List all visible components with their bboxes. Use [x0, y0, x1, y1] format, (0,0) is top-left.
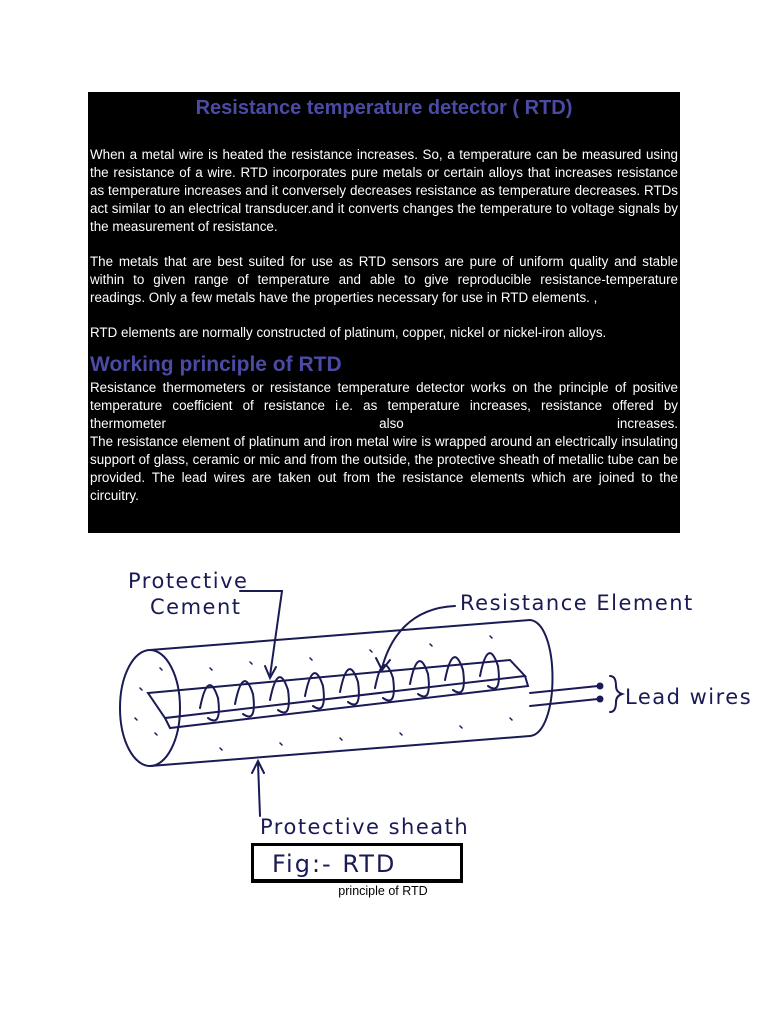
- working-paragraph-2: The resistance element of platinum and iron metal wire is wrapped around an electrically insulating support of glass, ceramic or mic and from the outside, the protective sheath of metallic tube can be provided. The lead wires are taken out from the resistance elements which are joined to the circuitry.: [90, 434, 678, 503]
- cylinder-end: [120, 650, 180, 766]
- section-heading: Working principle of RTD: [90, 353, 342, 376]
- coil: [200, 653, 499, 720]
- label-lead-wires: Lead wires: [625, 685, 753, 709]
- working-paragraph-1: Resistance thermometers or resistance temperature detector works on the principle of positive temperature coefficient of resistance i.e. as temperature increases, resistance offered by thermometer also increases.: [90, 380, 678, 431]
- intro-paragraph: When a metal wire is heated the resistance increases. So, a temperature can be measured using the resistance of a wire. RTD incorporates pure metals or certain alloys that increases resistance as temperature increases and it conversely decreases resistance as temperature decreases. RTDs act similar to an electrical transducer.and it converts changes the temperature to voltage signals by the measurement of resistance.: [90, 147, 678, 234]
- label-protective: Protective: [128, 569, 249, 593]
- metals-paragraph: The metals that are best suited for use as RTD sensors are pure of uniform quality and stable within to given range of temperature and able to give reproducible resistance-temperature readings. Only a few metals have the properties necessary for use in RTD elements. ,: [90, 254, 678, 305]
- label-resistance-element: Resistance Element: [460, 591, 694, 615]
- rtd-sketch: [110, 558, 760, 878]
- text-panel: [88, 92, 680, 533]
- label-cement: Cement: [150, 595, 242, 619]
- rtd-diagram: [110, 558, 760, 878]
- elements-paragraph: RTD elements are normally constructed of platinum, copper, nickel or nickel-iron alloys.: [90, 325, 607, 340]
- figure-label-box: Fig:- RTD: [251, 843, 463, 883]
- page-title: Resistance temperature detector ( RTD): [195, 97, 573, 119]
- label-protective-sheath: Protective sheath: [260, 815, 470, 839]
- figure-caption: principle of RTD: [338, 884, 428, 898]
